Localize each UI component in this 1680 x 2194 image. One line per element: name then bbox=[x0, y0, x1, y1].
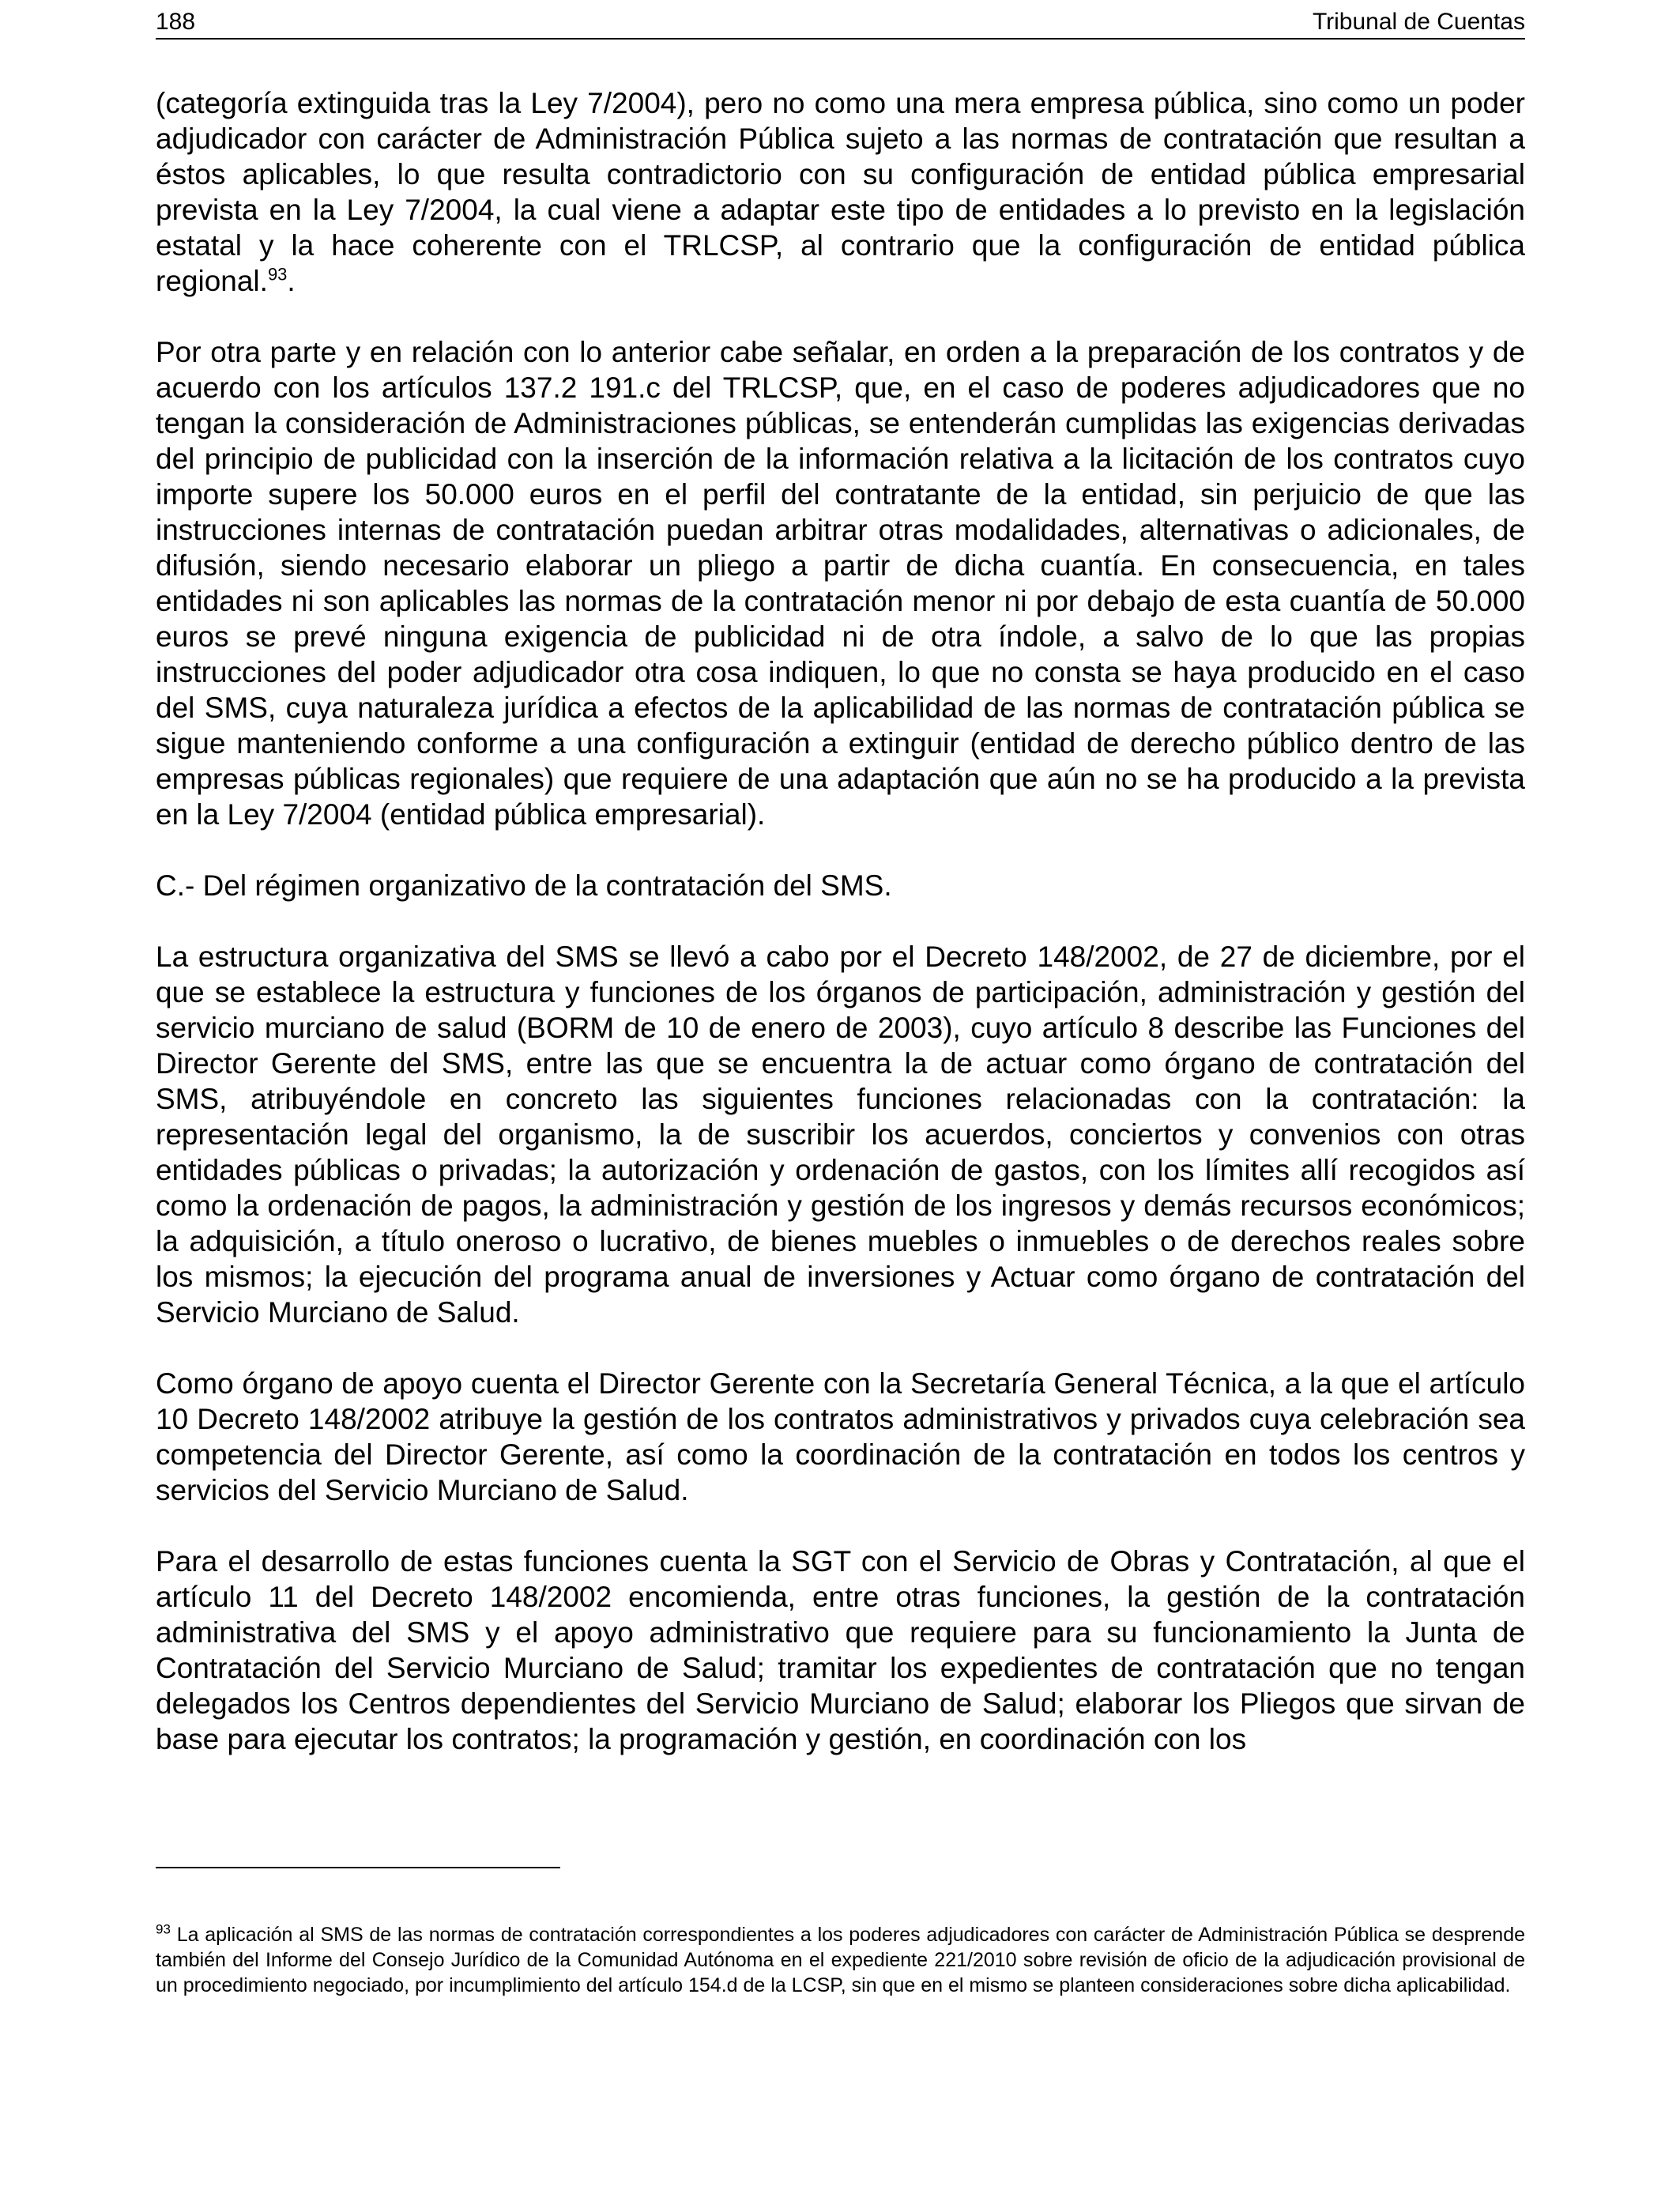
paragraph-end-punctuation: . bbox=[287, 265, 296, 297]
running-title: Tribunal de Cuentas bbox=[1312, 9, 1525, 35]
paragraph-text: (categoría extinguida tras la Ley 7/2004), pero no como una mera empresa pública, sino como un poder adjudicador con carácter de Administración Pública sujeto a las normas de contratación que resultan a éstos aplicables, lo que resulta contradictorio con su configuración de entidad pública empresarial prevista en la Ley 7/2004, la cual viene a adaptar este tipo de entidades a lo previsto en la legislación estatal y la hace coherente con el TRLCSP, al contrario que la configuración de entidad pública regional. bbox=[156, 87, 1525, 297]
footnote-number: 93 bbox=[156, 1921, 171, 1937]
page-header bbox=[156, 6, 1525, 40]
page-number: 188 bbox=[156, 9, 196, 35]
paragraph: Como órgano de apoyo cuenta el Director Gerente con la Secretaría General Técnica, a la que el artículo 10 Decreto 148/2002 atribuye la gestión de los contratos administrativos y privados cuya celebración sea competencia del Director Gerente, así como la coordinación de la contratación en todos los centros y servicios del Servicio Murciano de Salud. bbox=[156, 1367, 1525, 1506]
paragraph bbox=[156, 85, 1525, 299]
paragraph: Para el desarrollo de estas funciones cuenta la SGT con el Servicio de Obras y Contratación, al que el artículo 11 del Decreto 148/2002 encomienda, entre otras funciones, la gestión de la contratación administrativa del SMS y el apoyo administrativo que requiere para su funcionamiento la Junta de Contratación del Servicio Murciano de Salud; tramitar los expedientes de contratación que no tengan delegados los Centros dependientes del Servicio Murciano de Salud; elaborar los Pliegos que sirvan de base para ejecutar los contratos; la programación y gestión, en coordinación con los bbox=[156, 1545, 1525, 1755]
footnote bbox=[156, 1922, 1525, 1998]
paragraph: Por otra parte y en relación con lo anterior cabe señalar, en orden a la preparación de los contratos y de acuerdo con los artículos 137.2 191.c del TRLCSP, que, en el caso de poderes adjudicadores que no tengan la consideración de Administraciones públicas, se entenderán cumplidas las exigencias derivadas del principio de publicidad con la inserción de la información relativa a la licitación de los contratos cuyo importe supere los 50.000 euros en el perfil del contratante de la entidad, sin perjuicio de que las instrucciones internas de contratación puedan arbitrar otras modalidades, alternativas o adicionales, de difusión, siendo necesario elaborar un pliego a partir de dicha cuantía. En consecuencia, en tales entidades ni son aplicables las normas de la contratación menor ni por debajo de esta cuantía de 50.000 euros se prevé ninguna exigencia de publicidad ni de otra índole, a salvo de lo que las propias instrucciones del poder adjudicador otra cosa indiquen, lo que no consta se haya producido en el caso del SMS, cuya naturaleza jurídica a efectos de la aplicabilidad de las normas de contratación pública se sigue manteniendo conforme a una configuración a extinguir (entidad de derecho público dentro de las empresas públicas regionales) que requiere de una adaptación que aún no se ha producido a la prevista en la Ley 7/2004 (entidad pública empresarial). bbox=[156, 336, 1525, 831]
footnote-separator bbox=[156, 1867, 560, 1868]
footnote-text: La aplicación al SMS de las normas de contratación correspondientes a los poderes adjudicadores con carácter de Administración Pública se desprende también del Informe del Consejo Jurídico de la Comunidad Autónoma en el expediente 221/2010 sobre revisión de oficio de la adjudicación provisional de un procedimiento negociado, por incumplimiento del artículo 154.d de la LCSP, sin que en el mismo se planteen consideraciones sobre dicha aplicabilidad. bbox=[156, 1924, 1525, 1996]
footnote-reference[interactable]: 93 bbox=[267, 264, 288, 285]
paragraph: La estructura organizativa del SMS se llevó a cabo por el Decreto 148/2002, de 27 de diciembre, por el que se establece la estructura y funciones de los órganos de participación, administración y gestión del servicio murciano de salud (BORM de 10 de enero de 2003), cuyo artículo 8 describe las Funciones del Director Gerente del SMS, entre las que se encuentra la de actuar como órgano de contratación del SMS, atribuyéndole en concreto las siguientes funciones relacionadas con la contratación: la representación legal del organismo, la de suscribir los acuerdos, conciertos y convenios con otras entidades públicas o privadas; la autorización y ordenación de gastos, con los límites allí recogidos así como la ordenación de pagos, la administración y gestión de los ingresos y demás recursos económicos; la adquisición, a título oneroso o lucrativo, de bienes muebles o inmuebles o de derechos reales sobre los mismos; la ejecución del programa anual de inversiones y Actuar como órgano de contratación del Servicio Murciano de Salud. bbox=[156, 941, 1525, 1329]
document-body bbox=[156, 85, 1525, 1757]
section-heading: C.- Del régimen organizativo de la contratación del SMS. bbox=[156, 869, 892, 902]
